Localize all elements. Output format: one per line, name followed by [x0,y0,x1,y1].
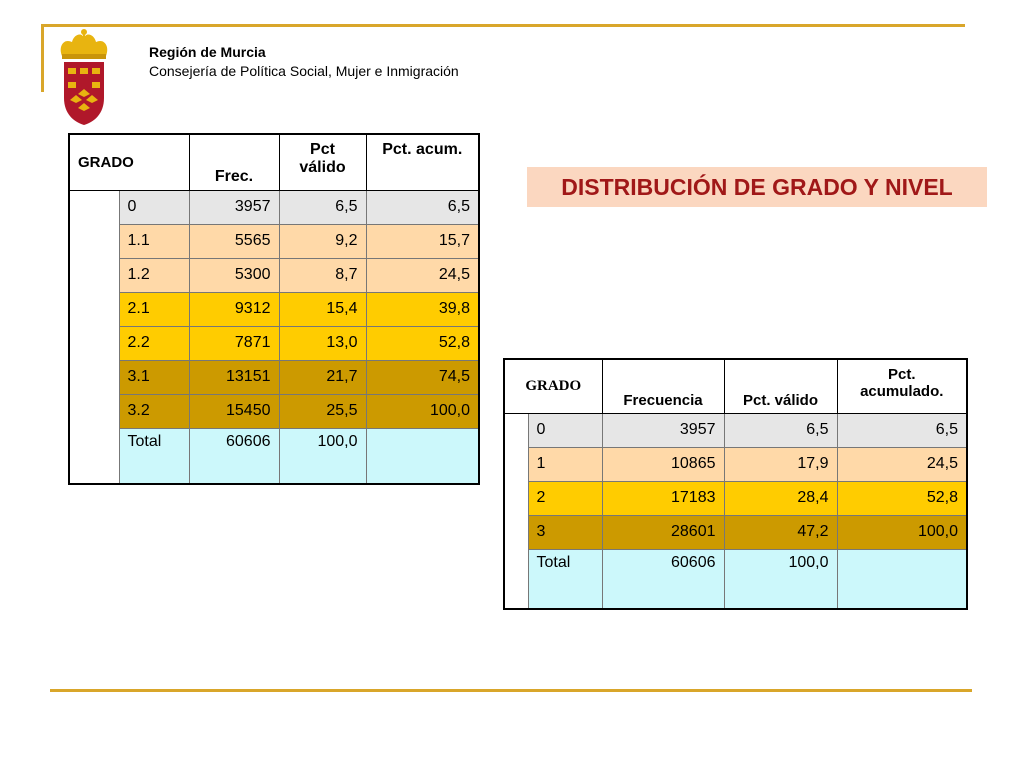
cell-pct-valido: 28,4 [724,481,837,515]
header-pct-acumulado: Pct. acumulado. [837,359,967,413]
cell-pct-acumulado: 6,5 [837,413,967,447]
cell-pct-valido: 15,4 [279,292,366,326]
region-name: Región de Murcia [149,44,266,60]
cell-pct-acumulado: 100,0 [366,394,479,428]
cell-pct-valido: 13,0 [279,326,366,360]
cell-frecuencia: 15450 [189,394,279,428]
cell-pct-valido: 25,5 [279,394,366,428]
cell-pct-valido: 9,2 [279,224,366,258]
total-label: Total [528,549,602,609]
total-pct-acumulado [837,549,967,609]
header-grado: GRADO [504,359,602,413]
table-row [69,292,479,326]
cell-pct-acumulado: 24,5 [366,258,479,292]
header-rule-horizontal [41,24,965,27]
table-row [69,224,479,258]
cell-grado: 0 [119,190,189,224]
cell-frecuencia: 5300 [189,258,279,292]
cell-pct-acumulado: 100,0 [837,515,967,549]
header-pct-valido: Pct. válido [724,359,837,413]
cell-frecuencia: 17183 [602,481,724,515]
header-frecuencia: Frec. [189,134,279,190]
cell-pct-acumulado: 15,7 [366,224,479,258]
table-row [69,326,479,360]
cell-pct-valido: 8,7 [279,258,366,292]
cell-grado: 3.2 [119,394,189,428]
cell-grado: 1.2 [119,258,189,292]
cell-grado: 3 [528,515,602,549]
total-pct-acumulado [366,428,479,484]
row-stub-cell [69,190,119,484]
cell-pct-valido: 6,5 [279,190,366,224]
slide-title: DISTRIBUCIÓN DE GRADO Y NIVEL [527,167,987,207]
cell-grado: 2 [528,481,602,515]
header-frecuencia: Frecuencia [602,359,724,413]
cell-frecuencia: 7871 [189,326,279,360]
grado-nivel-table [68,133,480,485]
cell-grado: 2.2 [119,326,189,360]
cell-pct-valido: 47,2 [724,515,837,549]
total-row [504,549,967,609]
cell-grado: 1 [528,447,602,481]
cell-pct-valido: 17,9 [724,447,837,481]
table-body [504,359,967,609]
table-body [69,134,479,484]
table-header-row [69,134,479,190]
table-row [504,447,967,481]
total-row [69,428,479,484]
cell-frecuencia: 28601 [602,515,724,549]
cell-pct-acumulado: 52,8 [366,326,479,360]
header-pct-acumulado: Pct. acum. [366,134,479,190]
total-pct-valido: 100,0 [279,428,366,484]
total-pct-valido: 100,0 [724,549,837,609]
row-stub-cell [504,413,528,609]
cell-pct-acumulado: 52,8 [837,481,967,515]
cell-frecuencia: 9312 [189,292,279,326]
total-frecuencia: 60606 [602,549,724,609]
total-label: Total [119,428,189,484]
cell-grado: 3.1 [119,360,189,394]
cell-pct-acumulado: 6,5 [366,190,479,224]
total-frecuencia: 60606 [189,428,279,484]
department-name: Consejería de Política Social, Mujer e Inmigración [149,63,459,79]
header-pct-valido: Pct válido [279,134,366,190]
table-row [69,190,479,224]
cell-pct-acumulado: 74,5 [366,360,479,394]
table-row [504,413,967,447]
cell-grado: 2.1 [119,292,189,326]
table-row [504,515,967,549]
header-grado: GRADO [69,134,189,190]
cell-pct-acumulado: 39,8 [366,292,479,326]
cell-frecuencia: 3957 [189,190,279,224]
cell-grado: 0 [528,413,602,447]
cell-frecuencia: 13151 [189,360,279,394]
header-rule-vertical [41,24,44,92]
region-crest-icon [54,28,114,128]
table-row [504,481,967,515]
crown-icon [61,29,108,59]
cell-pct-valido: 6,5 [724,413,837,447]
cell-pct-valido: 21,7 [279,360,366,394]
table-header-row [504,359,967,413]
cell-frecuencia: 10865 [602,447,724,481]
footer-rule [50,689,972,692]
cell-grado: 1.1 [119,224,189,258]
cell-frecuencia: 3957 [602,413,724,447]
cell-pct-acumulado: 24,5 [837,447,967,481]
grado-table [503,358,968,610]
cell-frecuencia: 5565 [189,224,279,258]
table-row [69,360,479,394]
table-row [69,394,479,428]
table-row [69,258,479,292]
